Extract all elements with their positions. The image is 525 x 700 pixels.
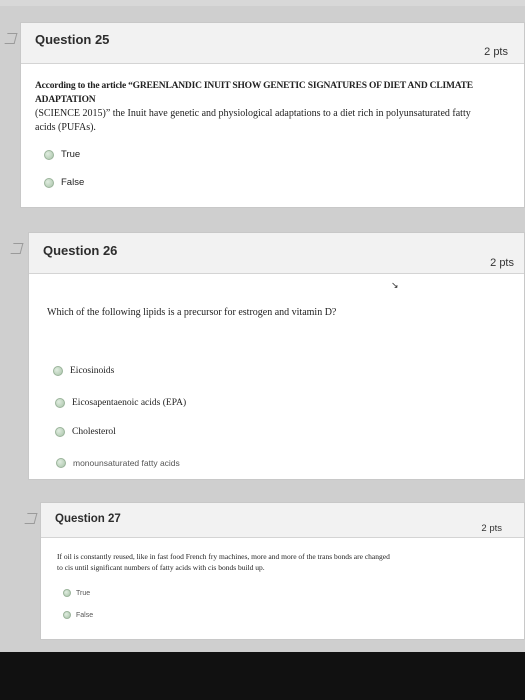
radio-button-icon[interactable]: [55, 398, 65, 408]
answer-label: monounsaturated fatty acids: [73, 458, 180, 468]
question-27-points: 2 pts: [481, 523, 502, 534]
answer-label: Eicosinoids: [70, 366, 115, 376]
mouse-cursor-icon: ↘: [391, 280, 399, 290]
question-25-title: Question 25: [35, 32, 110, 47]
question-26-answer-eicosinoids[interactable]: [53, 366, 114, 376]
question-27-text-line-2: to cis until significant numbers of fatty acids with cis bonds build up.: [57, 563, 265, 572]
question-26-answer-mufa[interactable]: [56, 458, 180, 468]
question-27-card: [40, 502, 525, 640]
flag-question-icon[interactable]: [25, 513, 38, 524]
answer-label: False: [76, 611, 94, 619]
question-25-text-line-1: According to the article “GREENLANDIC INUIT SHOW GENETIC SIGNATURES OF DIET AND CLIMATE ADAPTATION: [35, 81, 473, 105]
answer-label: True: [61, 149, 81, 160]
question-27-text: [57, 551, 517, 573]
question-27-title: Question 27: [55, 513, 121, 525]
answer-label: Cholesterol: [72, 427, 116, 437]
question-26-points: 2 pts: [490, 257, 514, 269]
question-25-header: [21, 23, 524, 64]
question-27-header: [41, 503, 524, 538]
radio-button-icon[interactable]: [63, 589, 71, 597]
question-25-card: [20, 22, 525, 208]
flag-question-icon[interactable]: [5, 33, 18, 44]
radio-button-icon[interactable]: [44, 178, 54, 188]
radio-button-icon[interactable]: [56, 458, 66, 468]
radio-button-icon[interactable]: [44, 150, 54, 160]
answer-label: True: [76, 589, 91, 597]
question-25-answer-false[interactable]: [44, 177, 84, 188]
question-26-card: [28, 232, 525, 480]
question-27-answer-false[interactable]: [63, 611, 93, 619]
question-26-header: [29, 233, 524, 274]
radio-button-icon[interactable]: [53, 366, 63, 376]
question-25-text-line-2: (SCIENCE 2015)” the Inuit have genetic and physiological adaptations to a diet rich in polyunsaturated fatty: [35, 108, 471, 119]
screen-bottom-edge: [0, 652, 525, 700]
radio-button-icon[interactable]: [63, 611, 71, 619]
question-26-text: Which of the following lipids is a precursor for estrogen and vitamin D?: [47, 307, 337, 318]
question-26-title: Question 26: [43, 243, 118, 258]
question-26-answer-epa[interactable]: [55, 398, 186, 408]
answer-label: False: [61, 177, 85, 188]
radio-button-icon[interactable]: [55, 427, 65, 437]
question-25-answer-true[interactable]: [44, 149, 80, 160]
flag-question-icon[interactable]: [11, 243, 24, 254]
question-25-points: 2 pts: [484, 46, 508, 58]
question-27-text-line-1: If oil is constantly reused, like in fast food French fry machines, more and more of the trans bonds are changed: [57, 552, 390, 561]
question-25-text: [35, 79, 515, 135]
question-26-answer-cholesterol[interactable]: [55, 427, 116, 437]
answer-label: Eicosapentaenoic acids (EPA): [72, 398, 187, 408]
page-top-edge: [0, 0, 525, 6]
question-27-answer-true[interactable]: [63, 589, 90, 597]
question-25-text-line-3: acids (PUFAs).: [35, 122, 96, 133]
